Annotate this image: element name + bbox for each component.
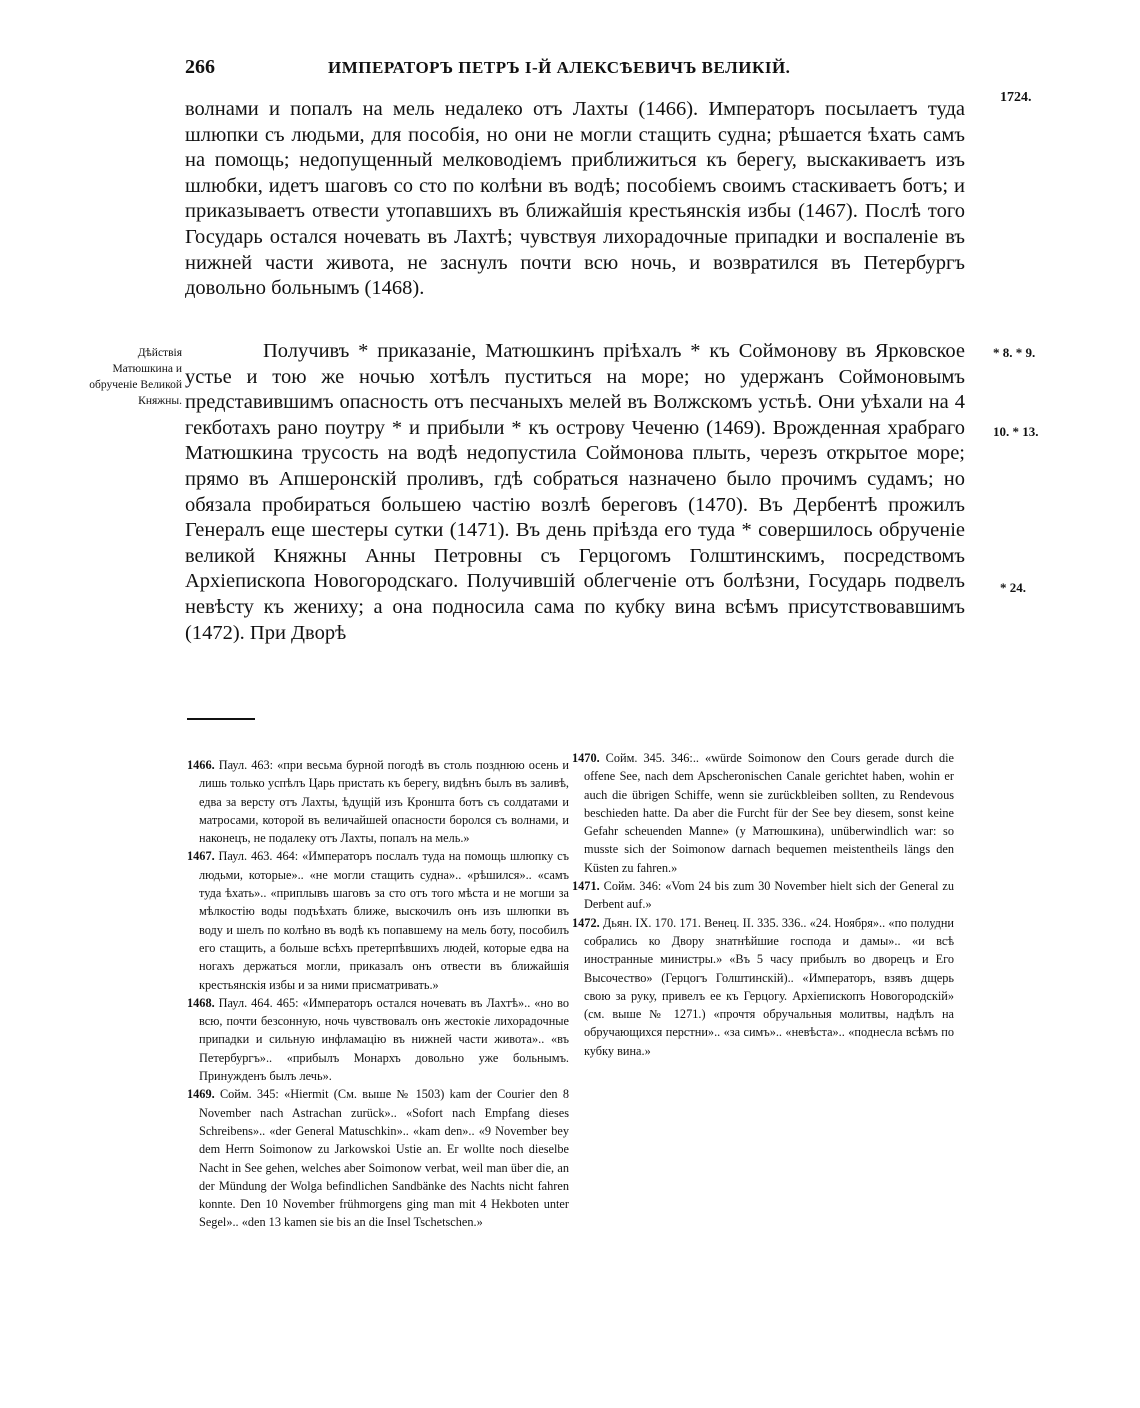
- footnote-1471: [572, 877, 954, 914]
- footnote-text: Паул. 463. 464: «Императоръ послалъ туда на помощь шлюпку съ людьми, которые».. «не могли стащить судна».. «рѣшился».. «самъ туда ѣхать».. «приплывъ шаговъ за сто отъ того мѣста и не могши за мѣлкостію воды подъѣхать ближе, выскочилъ онъ изъ шлюпки въ воду и шелъ по колѣно въ водѣ къ попавшему на мель боту, пособилъ его стащить, а больше всѣхъ претерпѣвшихъ людей, которые едва на ногахъ держаться могли, приказалъ онъ отвести въ ближайшія крестьянскія избы и за ними присматривать.»: [199, 849, 569, 992]
- footnote-text: Дьян. IX. 170. 171. Венец. II. 335. 336.. «24. Ноября».. «по полудни собрались ко Двору знатнѣйшие господа и дамы».. «и всѣ иностранные министры.» «Въ 5 часу прибылъ во дворецъ и Его Высочество» (Герцогъ Голштинскій).. «Императоръ, взявъ дщерь свою за руку, привелъ ее къ Герцогу. Архіепископъ Новогородскій» (см. выше № 1271.) «прочтя обручальныя молитвы, надѣлъ на обручающихся перстни».. «за симъ».. «невѣста».. «поднесла всѣмъ по кубку вина.»: [584, 915, 954, 1058]
- footnote-1470: [572, 749, 954, 877]
- page-number: 266: [185, 56, 215, 78]
- footnote-number: 1467.: [187, 849, 215, 864]
- footnote-text: Сойм. 345. 346:.. «würde Soimonow den Cours gerade durch die offene See, nach dem Apscheronischen Canale gerichtet haben, wohin er auch die übrigen Schiffe, wenn sie zurückbleiben sollten, zu Rendevous beschieden hatte. Da aber die Furcht für der See bey diesem, sonst keine Gefahr scheuenden Manne» (у Матюшкина), unüberwindlich war: so musste sich der Soimonow darnach bequemen meistentheils längs den Küsten zu fahren.»: [584, 751, 954, 875]
- footnote-text: Паул. 463: «при весьма бурной погодѣ въ столь позднюю осень и лишь только успѣлъ Царь пристать къ берегу, видѣнъ былъ въ заливѣ, едва за версту отъ Лахты, ѣдущій изъ Кроншта ботъ съ солдатами и матросами, которой въ величайшей опасности боролся съ волнами, и наконецъ, не подалеку отъ Лахты, попалъ на мель.»: [199, 758, 570, 846]
- footnote-1472: [572, 914, 954, 1060]
- main-paragraph-1: волнами и попалъ на мель недалеко отъ Лахты (1466). Императоръ посылаетъ туда шлюпки съ людьми, для пособія, но они не могли стащить судна; рѣшается ѣхать самъ на помощь; недопущенный мелководіемъ приближиться къ берегу, выскакиваетъ изъ шлюбки, идетъ шаговъ со сто по колѣни въ водѣ; пособіемъ своимъ стаскиваетъ ботъ; и приказываетъ отвести утопавшихъ въ ближайшія крестьянскія избы (1467). Послѣ того Государь остался ночевать въ Лахтѣ; чувствуя лихорадочные припадки и воспаленіе въ нижней части живота, не заснулъ почти всю ночь, и возвратился въ Петербургъ довольно больнымъ (1468).: [185, 98, 965, 300]
- footnote-1469: [187, 1085, 569, 1231]
- running-title: ИМПЕРАТОРЪ ПЕТРЪ I-Й АЛЕКСѢЕВИЧЪ ВЕЛИКІЙ.: [328, 58, 791, 77]
- margin-date: * 8. * 9.: [993, 345, 1036, 360]
- footnote-1466: [187, 756, 569, 847]
- footnote-number: 1466.: [187, 758, 215, 772]
- footnote-number: 1470.: [572, 751, 600, 765]
- margin-date: 10. * 13.: [993, 424, 1039, 439]
- footnote-1467: [187, 847, 569, 993]
- footnote-text: Паул. 464. 465: «Императоръ остался ночевать въ Лахтѣ».. «но во всю, почти безсонную, ночь чувствовалъ онъ жестокіе лихорадочные припадки и сильную инфламацію въ нижней части живота».. «въ Петербургъ».. «прибылъ Монархъ довольно уже больнымъ. Принужденъ былъ лечь».: [199, 995, 569, 1084]
- footnote-number: 1472.: [572, 915, 600, 930]
- footnotes-right-column: [572, 749, 954, 1060]
- main-paragraph-2: Получивъ * приказаніе, Матюшкинъ пріѣхалъ * къ Соймонову въ Ярковское устье и тою же ночью хотѣлъ пуститься на море; но удержанъ Соймоновымъ представившимъ опасность отъ песчаныхъ мелей въ Волжскомъ устьѣ. Они уѣхали на 4 гекботахъ рано поутру * и прибыли * къ острову Чеченю (1469). Врожденная храбраго Матюшкина трусость на водѣ недопустила Соймонова плыть, черезъ открытое море; прямо въ Апшеронскій проливъ, гдѣ собраться назначено было прочимъ судамъ; но обязала пробираться большею частію возлѣ береговъ (1470). Въ Дербентѣ прожилъ Генералъ еще шестеры сутки (1471). Въ день пріѣзда его туда * совершилось обрученіе великой Княжны Анны Петровны съ Герцогомъ Голштинскимъ, посредствомъ Архіепископа Новогородскаго. Получившій облегченіе отъ болѣзни, Государь подвелъ невѣсту къ жениху; а она подносила сама по кубку вина всѣмъ присутствовавшимъ (1472). При Дворѣ: [185, 340, 965, 644]
- footnote-number: 1468.: [187, 995, 215, 1010]
- footnotes-left-column: [187, 756, 569, 1232]
- footnote-number: 1469.: [187, 1087, 215, 1102]
- margin-note: Дѣйствія Матюшкина и обрученіе Великой Княжны.: [89, 347, 182, 407]
- footnote-1468: [187, 994, 569, 1085]
- margin-year: 1724.: [1000, 90, 1032, 105]
- footnote-text: Сойм. 346: «Vom 24 bis zum 30 November hielt sich der General zu Derbent auf.»: [584, 879, 955, 912]
- footnote-text: Сойм. 345: «Hiermit (См. выше № 1503) kam der Courier den 8 November nach Astrachan zurück».. «Sofort nach Empfang dieses Schreibens».. «der General Matuschkin».. «kam den».. «9 November bey dem Herrn Soimonow zu Jarkowskoi Ustie an. Er wollte noch dieselbe Nacht in See gehen, welches aber Soimonow verbat, weil man über die, an der Mündung der Wolga befindlichen Sandbänke des Nachts nicht fahren konnte. Den 10 November frühmorgens ging man mit 4 Hekboten unter Segel».. «den 13 kamen sie bis an die Insel Tschetschen.»: [199, 1087, 569, 1230]
- footnote-separator: [187, 718, 255, 720]
- margin-date: * 24.: [1000, 580, 1026, 595]
- footnote-number: 1471.: [572, 879, 600, 894]
